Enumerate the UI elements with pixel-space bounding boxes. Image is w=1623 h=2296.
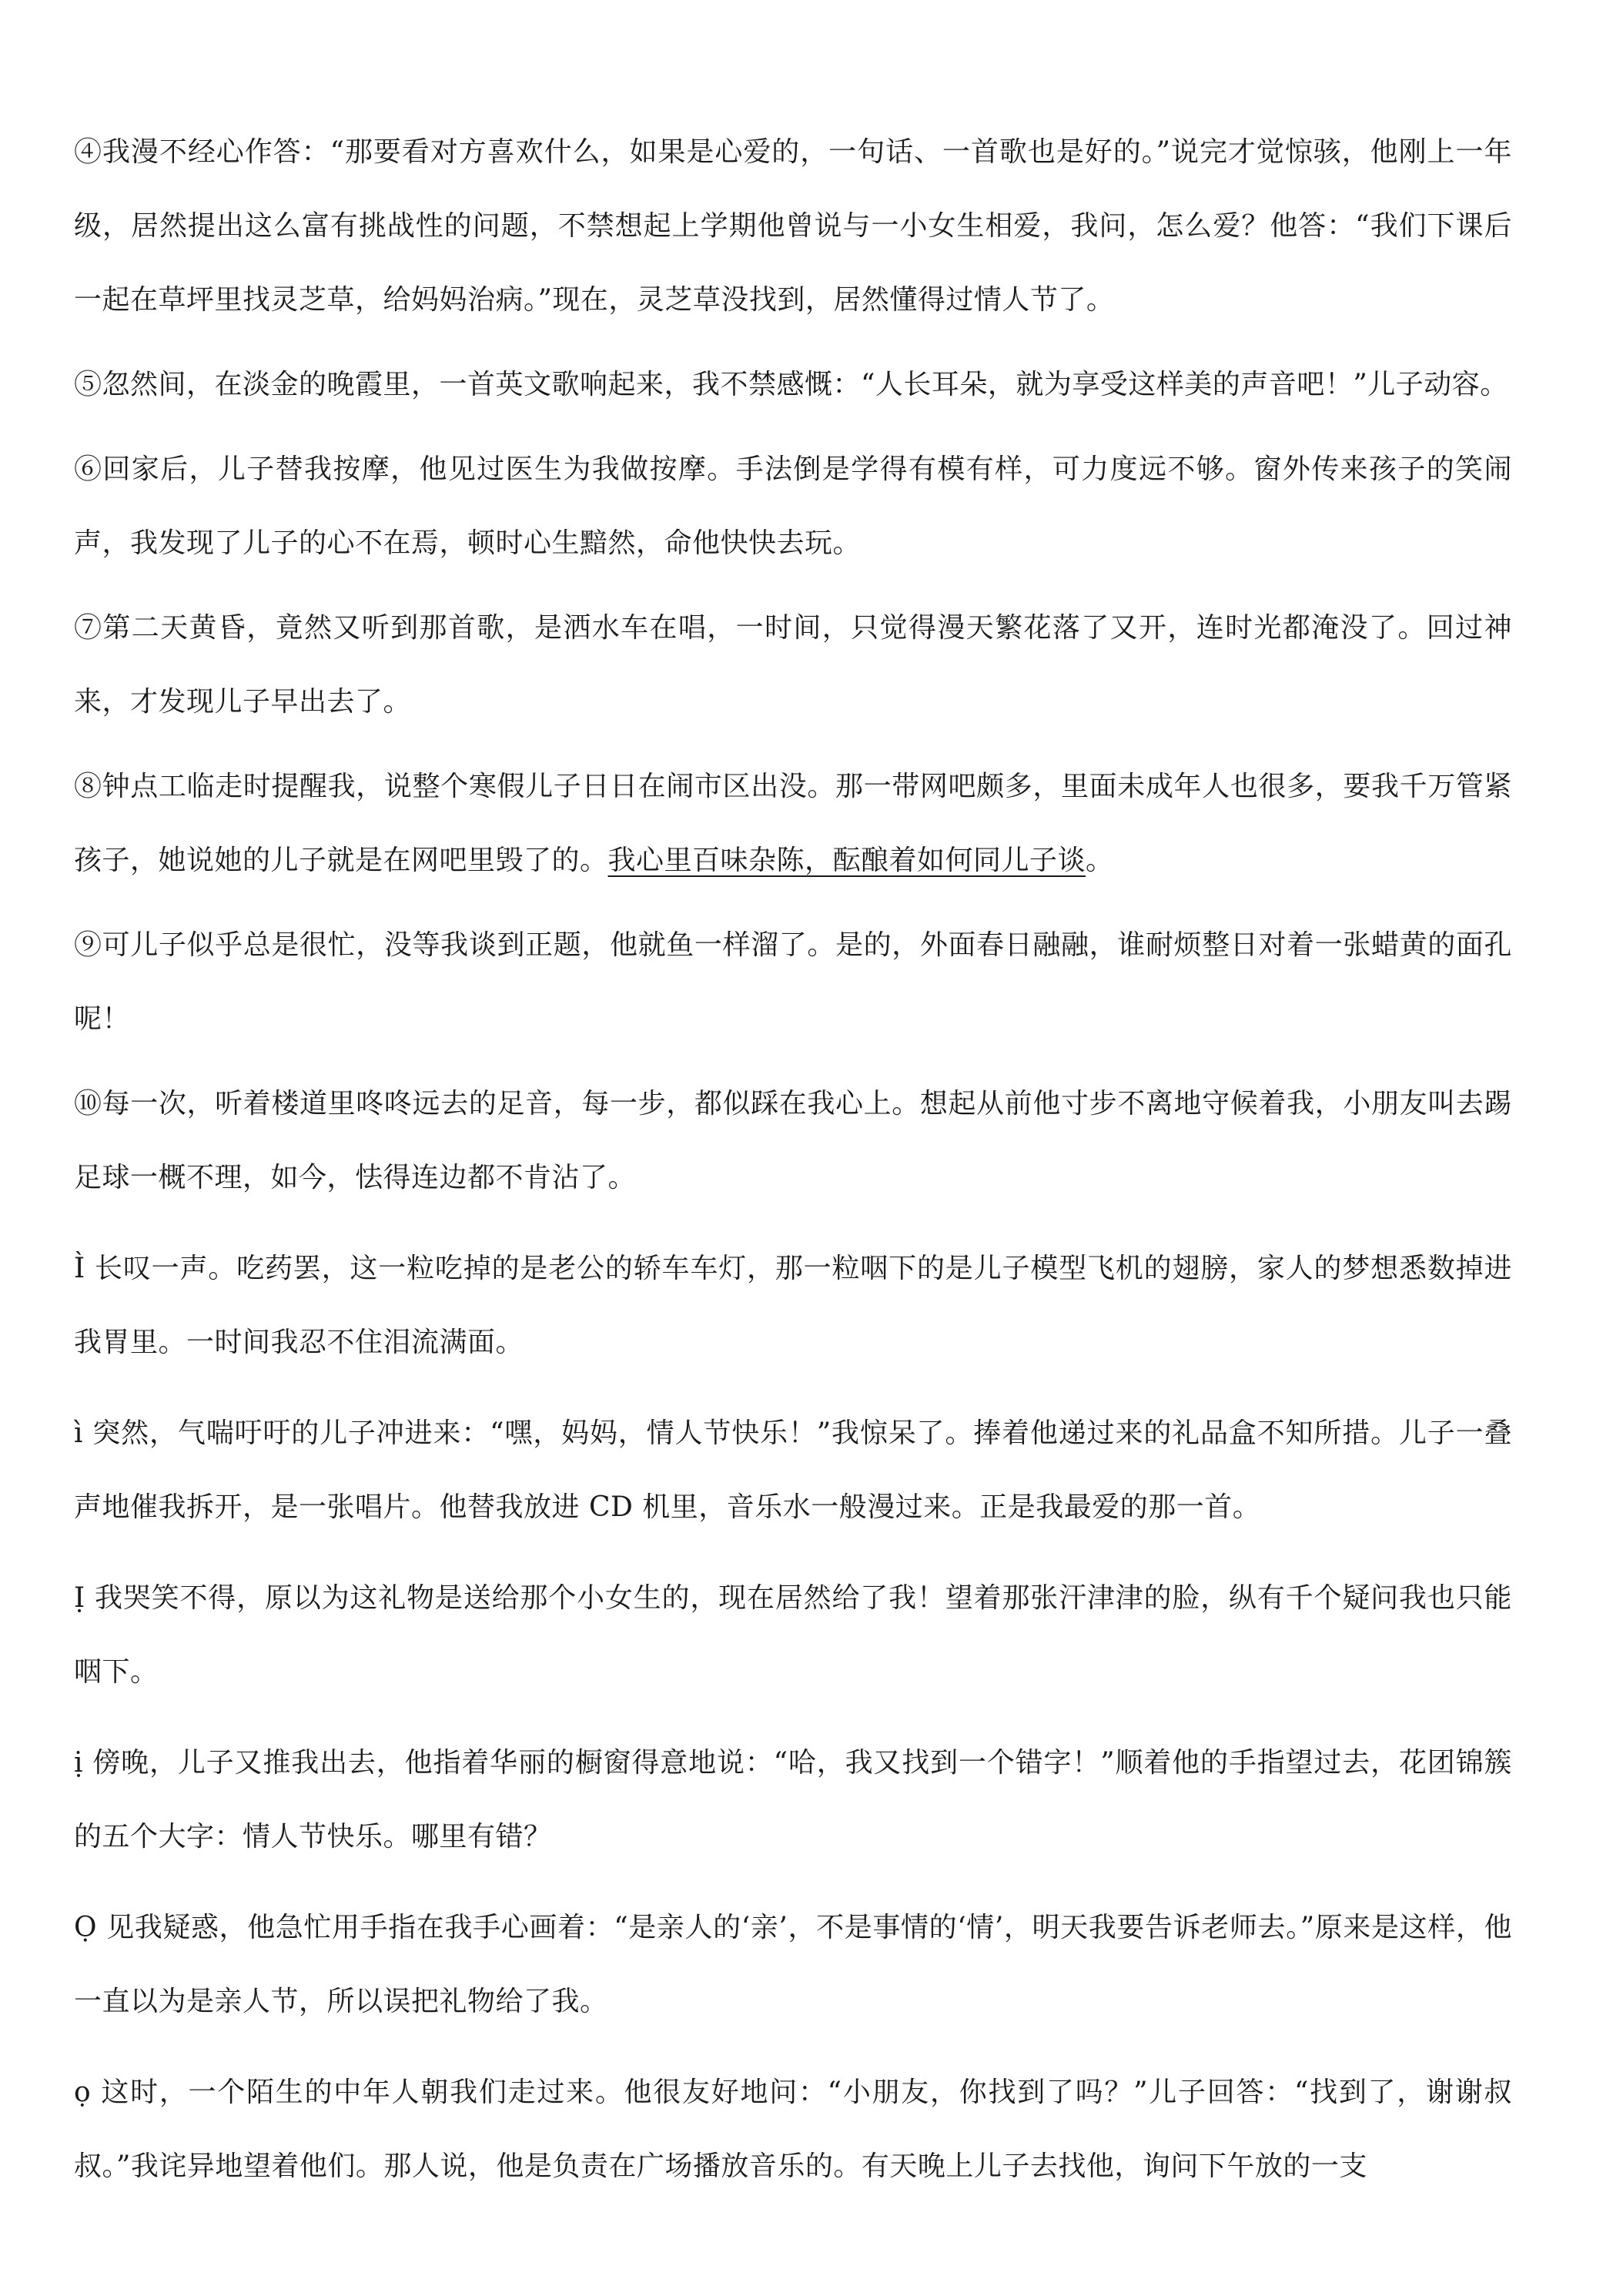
paragraph-10: ⑩每一次，听着楼道里咚咚远去的足音，每一步，都似踩在我心上。想起从前他寸步不离地守候着我，小朋友叫去踢足球一概不理，如今，怯得连边都不肯沾了。 bbox=[74, 1088, 1512, 1193]
paragraph-9: ⑨可儿子似乎总是很忙，没等我谈到正题，他就鱼一样溜了。是的，外面春日融融，谁耐烦整日对着一张蜡黄的面孔呢！ bbox=[74, 929, 1512, 1035]
paragraph-8-end: 。 bbox=[1086, 845, 1114, 876]
paragraph-4: ④我漫不经心作答：“那要看对方喜欢什么，如果是心爱的，一句话、一首歌也是好的。”说完才觉惊骇，他刚上一年级，居然提出这么富有挑战性的问题，不禁想起上学期他曾说与一小女生相爱，我问，怎么爱？他答：“我们下课后一起在草坪里找灵芝草，给妈妈治病。”现在，灵芝草没找到，居然懂得过情人节了。 bbox=[74, 136, 1512, 316]
paragraph-14: ị 傍晚，儿子又推我出去，他指着华丽的橱窗得意地说：“哈，我又找到一个错字！”顺着他的手指望过去，花团锦簇的五个大字：情人节快乐。哪里有错？ bbox=[74, 1747, 1512, 1853]
paragraph-8-text: ⑧钟点工临走时提醒我，说整个寒假儿子日日在闹市区出没。那一带网吧颇多，里面未成年人也很多，要我千万管紧孩子，她说她的儿子就是在网吧里毁了的。 bbox=[74, 771, 1512, 876]
paragraph-15: Ọ 见我疑惑，他急忙用手指在我手心画着：“是亲人的‘亲’，不是事情的‘情’，明天我要告诉老师去。”原来是这样，他一直以为是亲人节，所以误把礼物给了我。 bbox=[74, 1912, 1512, 2017]
paragraph-12: ì 突然，气喘吁吁的儿子冲进来：“嘿，妈妈，情人节快乐！”我惊呆了。捧着他递过来的礼品盒不知所措。儿子一叠声地催我拆开，是一张唱片。他替我放进 CD 机里，音乐水一般漫过来。正是我最爱的那一首。 bbox=[74, 1417, 1512, 1523]
paragraph-6: ⑥回家后，儿子替我按摩，他见过医生为我做按摩。手法倒是学得有模有样，可力度远不够。窗外传来孩子的笑闹声，我发现了儿子的心不在焉，顿时心生黯然，命他快快去玩。 bbox=[74, 454, 1512, 559]
document-page bbox=[74, 115, 1512, 2214]
paragraph-8 bbox=[74, 750, 1512, 898]
underlined-sentence: 我心里百味杂陈，酝酿着如何同儿子谈 bbox=[607, 845, 1086, 876]
paragraph-5: ⑤忽然间，在淡金的晚霞里，一首英文歌响起来，我不禁感慨：“人长耳朵，就为享受这样美的声音吧！”儿子动容。 bbox=[74, 369, 1508, 400]
paragraph-16: ọ 这时，一个陌生的中年人朝我们走过来。他很友好地问：“小朋友，你找到了吗？”儿子回答：“找到了，谢谢叔叔。”我诧异地望着他们。那人说，他是负责在广场播放音乐的。有天晚上儿子去找他，询问下午放的一支 bbox=[74, 2077, 1512, 2182]
paragraph-11: Ì 长叹一声。吃药罢，这一粒吃掉的是老公的轿车车灯，那一粒咽下的是儿子模型飞机的翅膀，家人的梦想悉数掉进我胃里。一时间我忍不住泪流满面。 bbox=[74, 1253, 1512, 1358]
paragraph-7: ⑦第二天黄昏，竟然又听到那首歌，是洒水车在唱，一时间，只觉得漫天繁花落了又开，连时光都淹没了。回过神来，才发现儿子早出去了。 bbox=[74, 612, 1512, 718]
paragraph-13: Ị 我哭笑不得，原以为这礼物是送给那个小女生的，现在居然给了我！望着那张汗津津的脸，纵有千个疑问我也只能咽下。 bbox=[74, 1582, 1512, 1688]
